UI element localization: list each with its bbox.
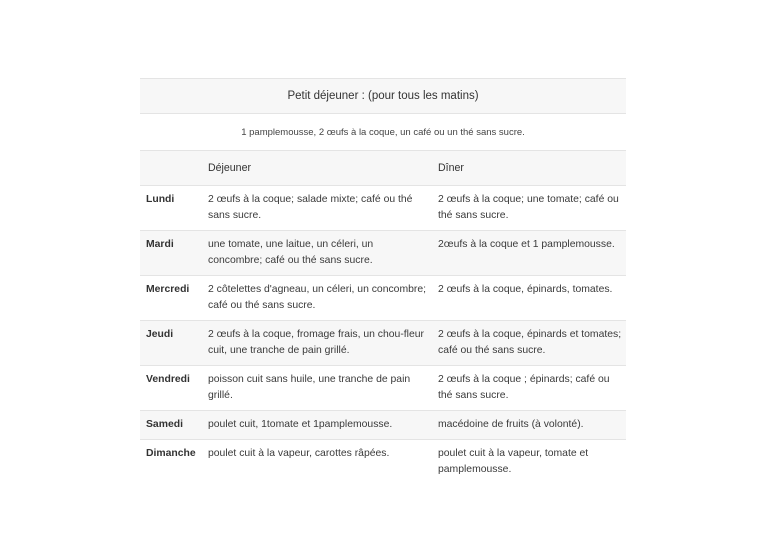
- table-row: [140, 320, 626, 365]
- header-lunch: Déjeuner: [202, 151, 432, 185]
- lunch-cell: poisson cuit sans huile, une tranche de pain grillé.: [202, 365, 432, 410]
- dinner-cell: 2 œufs à la coque ; épinards; café ou thé sans sucre.: [432, 365, 626, 410]
- dinner-cell: poulet cuit à la vapeur, tomate et pamplemousse.: [438, 447, 589, 475]
- dinner-cell: 2 œufs à la coque; une tomate; café ou thé sans sucre.: [432, 185, 626, 230]
- day-cell: Lundi: [140, 185, 202, 230]
- day-cell: Dimanche: [146, 447, 196, 459]
- dinner-cell: 2œufs à la coque et 1 pamplemousse.: [432, 230, 626, 275]
- weekly-meal-table: [140, 151, 626, 484]
- lunch-cell: poulet cuit, 1tomate et 1pamplemousse.: [202, 410, 432, 439]
- dinner-cell: 2 œufs à la coque, épinards et tomates; café ou thé sans sucre.: [432, 320, 626, 365]
- breakfast-title: Petit déjeuner : (pour tous les matins): [140, 78, 626, 114]
- table-row: [140, 185, 626, 230]
- lunch-cell: 2 œufs à la coque; salade mixte; café ou thé sans sucre.: [202, 185, 432, 230]
- header-day: [140, 151, 202, 185]
- day-cell: Mardi: [140, 230, 202, 275]
- day-cell: Mercredi: [140, 275, 202, 320]
- diet-menu-table: [140, 78, 626, 484]
- table-header-row: [140, 151, 626, 185]
- table-row: [140, 230, 626, 275]
- day-cell: Vendredi: [140, 365, 202, 410]
- table-row: [140, 410, 626, 439]
- lunch-cell: 2 œufs à la coque, fromage frais, un chou-fleur cuit, une tranche de pain grillé.: [202, 320, 432, 365]
- day-cell: Samedi: [140, 410, 202, 439]
- dinner-cell: macédoine de fruits (à volonté).: [432, 410, 626, 439]
- lunch-cell: poulet cuit à la vapeur, carottes râpées.: [208, 447, 390, 459]
- table-row: [140, 365, 626, 410]
- header-dinner: Dîner: [432, 151, 626, 185]
- lunch-cell: une tomate, une laitue, un céleri, un concombre; café ou thé sans sucre.: [202, 230, 432, 275]
- dinner-cell: 2 œufs à la coque, épinards, tomates.: [432, 275, 626, 320]
- breakfast-text: 1 pamplemousse, 2 œufs à la coque, un café ou un thé sans sucre.: [140, 114, 626, 151]
- table-row: [140, 275, 626, 320]
- lunch-cell: 2 côtelettes d'agneau, un céleri, un concombre; café ou thé sans sucre.: [202, 275, 432, 320]
- table-row: [140, 439, 626, 484]
- day-cell: Jeudi: [140, 320, 202, 365]
